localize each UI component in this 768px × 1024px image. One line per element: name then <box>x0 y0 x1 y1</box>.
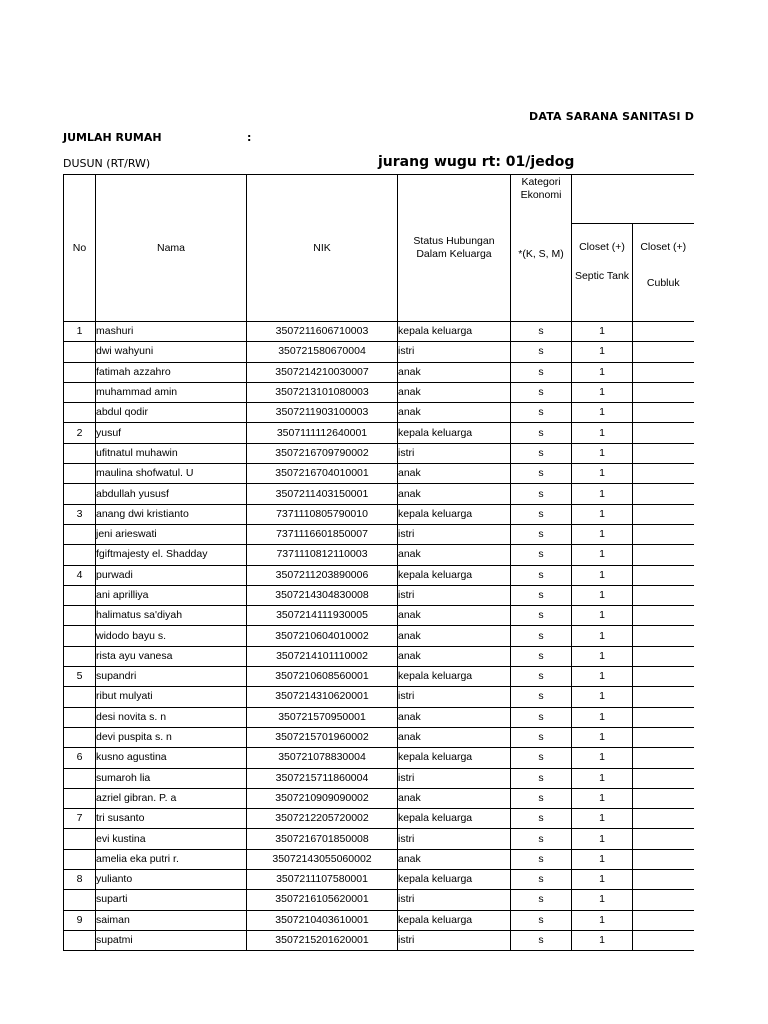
table-row <box>64 443 694 463</box>
header-status: Status Hubungan Dalam Keluarga <box>398 175 511 322</box>
row-kategori: s <box>511 910 572 930</box>
row-no <box>64 727 96 747</box>
row-no: 2 <box>64 423 96 443</box>
header-no: No <box>64 175 96 322</box>
row-closet-septic: 1 <box>572 585 633 605</box>
table-row <box>64 403 694 423</box>
row-nik: 3507111112640001 <box>247 423 398 443</box>
row-nik: 3507211903100003 <box>247 403 398 423</box>
row-nik: 7371110805790010 <box>247 504 398 524</box>
row-status: istri <box>398 342 511 362</box>
row-kategori: s <box>511 768 572 788</box>
row-nama: ani aprilliya <box>96 585 247 605</box>
row-closet-septic: 1 <box>572 829 633 849</box>
table-row <box>64 362 694 382</box>
row-kategori: s <box>511 809 572 829</box>
row-status: anak <box>398 403 511 423</box>
header-kategori <box>511 175 572 322</box>
row-nik: 3507210403610001 <box>247 910 398 930</box>
row-nama: fatimah azzahro <box>96 362 247 382</box>
row-nik: 7371110812110003 <box>247 545 398 565</box>
row-nik: 3507215201620001 <box>247 930 398 950</box>
row-no <box>64 484 96 504</box>
row-closet-septic: 1 <box>572 464 633 484</box>
row-status: anak <box>398 707 511 727</box>
header-kategori-label: Kategori Ekonomi <box>520 176 562 201</box>
row-nik: 7371116601850007 <box>247 524 398 544</box>
table-row <box>64 524 694 544</box>
row-status: istri <box>398 687 511 707</box>
row-closet-septic: 1 <box>572 788 633 808</box>
row-kategori: s <box>511 362 572 382</box>
row-status: istri <box>398 443 511 463</box>
header-kategori-sub: *(K, S, M) <box>518 248 564 260</box>
row-nik: 3507210604010002 <box>247 626 398 646</box>
row-status: anak <box>398 788 511 808</box>
row-nama: yusuf <box>96 423 247 443</box>
row-closet-cubluk <box>633 727 694 747</box>
row-kategori: s <box>511 464 572 484</box>
row-nama: azriel gibran. P. a <box>96 788 247 808</box>
row-closet-cubluk <box>633 423 694 443</box>
row-closet-septic: 1 <box>572 484 633 504</box>
row-nama: widodo bayu s. <box>96 626 247 646</box>
row-status: kepala keluarga <box>398 322 511 342</box>
row-nama: purwadi <box>96 565 247 585</box>
row-closet-cubluk <box>633 565 694 585</box>
row-closet-septic: 1 <box>572 626 633 646</box>
row-no <box>64 646 96 666</box>
document-title: DATA SARANA SANITASI D <box>529 110 695 123</box>
row-closet-cubluk <box>633 849 694 869</box>
row-closet-septic: 1 <box>572 606 633 626</box>
row-kategori: s <box>511 342 572 362</box>
row-status: kepala keluarga <box>398 870 511 890</box>
row-nik: 350721570950001 <box>247 707 398 727</box>
table-row <box>64 748 694 768</box>
row-kategori: s <box>511 403 572 423</box>
row-closet-septic: 1 <box>572 910 633 930</box>
row-closet-septic: 1 <box>572 382 633 402</box>
row-no: 9 <box>64 910 96 930</box>
row-closet-septic: 1 <box>572 322 633 342</box>
row-no <box>64 585 96 605</box>
row-nama: ribut mulyati <box>96 687 247 707</box>
row-closet-septic: 1 <box>572 727 633 747</box>
row-status: istri <box>398 768 511 788</box>
row-nik: 350721580670004 <box>247 342 398 362</box>
row-nama: maulina shofwatul. U <box>96 464 247 484</box>
table-row <box>64 707 694 727</box>
header-closet-cubluk <box>633 224 694 322</box>
row-closet-cubluk <box>633 403 694 423</box>
row-no <box>64 626 96 646</box>
row-closet-septic: 1 <box>572 768 633 788</box>
row-closet-septic: 1 <box>572 870 633 890</box>
row-closet-septic: 1 <box>572 443 633 463</box>
row-no: 3 <box>64 504 96 524</box>
row-nama: evi kustina <box>96 829 247 849</box>
row-no <box>64 464 96 484</box>
row-closet-cubluk <box>633 606 694 626</box>
row-closet-septic: 1 <box>572 362 633 382</box>
row-nama: devi puspita s. n <box>96 727 247 747</box>
row-nik: 3507214111930005 <box>247 606 398 626</box>
row-nik: 3507216709790002 <box>247 443 398 463</box>
row-closet-cubluk <box>633 667 694 687</box>
row-closet-septic: 1 <box>572 342 633 362</box>
row-kategori: s <box>511 930 572 950</box>
row-status: kepala keluarga <box>398 748 511 768</box>
row-no: 4 <box>64 565 96 585</box>
jumlah-rumah-colon: : <box>247 131 252 144</box>
row-nik: 3507213101080003 <box>247 382 398 402</box>
row-closet-cubluk <box>633 748 694 768</box>
table-row <box>64 768 694 788</box>
row-nik: 3507214101110002 <box>247 646 398 666</box>
row-kategori: s <box>511 829 572 849</box>
row-nik: 3507215711860004 <box>247 768 398 788</box>
row-closet-cubluk <box>633 322 694 342</box>
row-closet-septic: 1 <box>572 504 633 524</box>
row-kategori: s <box>511 484 572 504</box>
row-kategori: s <box>511 504 572 524</box>
header-closet-septic-label: Closet (+) <box>579 241 625 253</box>
row-closet-cubluk <box>633 382 694 402</box>
row-status: kepala keluarga <box>398 565 511 585</box>
row-nik: 3507211606710003 <box>247 322 398 342</box>
row-no: 7 <box>64 809 96 829</box>
row-no <box>64 362 96 382</box>
row-nik: 3507211203890006 <box>247 565 398 585</box>
table-row <box>64 930 694 950</box>
row-nik: 3507216701850008 <box>247 829 398 849</box>
table-row <box>64 829 694 849</box>
table-row <box>64 687 694 707</box>
row-kategori: s <box>511 667 572 687</box>
row-nik: 3507214310620001 <box>247 687 398 707</box>
row-status: anak <box>398 606 511 626</box>
row-nama: suparti <box>96 890 247 910</box>
row-nik: 3507214304830008 <box>247 585 398 605</box>
table-row <box>64 849 694 869</box>
row-closet-septic: 1 <box>572 646 633 666</box>
row-status: anak <box>398 727 511 747</box>
row-status: anak <box>398 849 511 869</box>
table-row <box>64 565 694 585</box>
row-closet-cubluk <box>633 768 694 788</box>
row-status: anak <box>398 626 511 646</box>
row-kategori: s <box>511 585 572 605</box>
row-nik: 3507212205720002 <box>247 809 398 829</box>
row-nama: supatmi <box>96 930 247 950</box>
table-row <box>64 667 694 687</box>
row-status: anak <box>398 362 511 382</box>
row-nama: jeni arieswati <box>96 524 247 544</box>
row-closet-cubluk <box>633 362 694 382</box>
row-no <box>64 545 96 565</box>
row-kategori: s <box>511 849 572 869</box>
row-closet-septic: 1 <box>572 545 633 565</box>
row-status: anak <box>398 382 511 402</box>
row-status: istri <box>398 930 511 950</box>
row-nama: abdullah yususf <box>96 484 247 504</box>
row-status: kepala keluarga <box>398 910 511 930</box>
row-no <box>64 403 96 423</box>
row-nama: kusno agustina <box>96 748 247 768</box>
row-closet-septic: 1 <box>572 565 633 585</box>
row-nama: sumaroh lia <box>96 768 247 788</box>
row-closet-cubluk <box>633 585 694 605</box>
header-closet-group <box>572 175 694 224</box>
table-row <box>64 423 694 443</box>
table-row <box>64 646 694 666</box>
row-status: kepala keluarga <box>398 504 511 524</box>
row-kategori: s <box>511 788 572 808</box>
row-closet-cubluk <box>633 707 694 727</box>
row-no: 1 <box>64 322 96 342</box>
row-closet-cubluk <box>633 788 694 808</box>
header-closet-cubluk-sub: Cubluk <box>646 277 680 289</box>
row-no <box>64 788 96 808</box>
row-no <box>64 930 96 950</box>
row-nik: 3507211403150001 <box>247 484 398 504</box>
row-closet-cubluk <box>633 890 694 910</box>
row-closet-septic: 1 <box>572 930 633 950</box>
table-row <box>64 585 694 605</box>
row-nama: rista ayu vanesa <box>96 646 247 666</box>
row-nama: amelia eka putri r. <box>96 849 247 869</box>
row-nama: dwi wahyuni <box>96 342 247 362</box>
row-kategori: s <box>511 545 572 565</box>
row-nama: halimatus sa'diyah <box>96 606 247 626</box>
row-nama: yulianto <box>96 870 247 890</box>
row-no <box>64 849 96 869</box>
row-closet-cubluk <box>633 504 694 524</box>
row-status: anak <box>398 646 511 666</box>
row-closet-septic: 1 <box>572 423 633 443</box>
row-status: istri <box>398 829 511 849</box>
row-nama: desi novita s. n <box>96 707 247 727</box>
row-status: anak <box>398 464 511 484</box>
row-no: 8 <box>64 870 96 890</box>
row-no <box>64 687 96 707</box>
header-closet-septic <box>572 224 633 322</box>
row-status: kepala keluarga <box>398 809 511 829</box>
row-nik: 3507211107580001 <box>247 870 398 890</box>
table-row <box>64 342 694 362</box>
sanitation-table <box>63 174 694 951</box>
row-closet-cubluk <box>633 443 694 463</box>
row-closet-cubluk <box>633 646 694 666</box>
jumlah-rumah-label: JUMLAH RUMAH <box>63 131 162 144</box>
row-status: anak <box>398 484 511 504</box>
table-row <box>64 464 694 484</box>
table-row <box>64 484 694 504</box>
row-closet-cubluk <box>633 870 694 890</box>
row-kategori: s <box>511 322 572 342</box>
table-row <box>64 606 694 626</box>
row-no <box>64 342 96 362</box>
row-status: kepala keluarga <box>398 423 511 443</box>
row-nik: 3507216105620001 <box>247 890 398 910</box>
row-kategori: s <box>511 565 572 585</box>
row-closet-cubluk <box>633 626 694 646</box>
row-kategori: s <box>511 748 572 768</box>
row-nama: muhammad amin <box>96 382 247 402</box>
header-nama: Nama <box>96 175 247 322</box>
row-no <box>64 768 96 788</box>
row-closet-septic: 1 <box>572 890 633 910</box>
row-kategori: s <box>511 727 572 747</box>
row-status: kepala keluarga <box>398 667 511 687</box>
row-nik: 3507215701960002 <box>247 727 398 747</box>
row-kategori: s <box>511 707 572 727</box>
row-closet-septic: 1 <box>572 809 633 829</box>
row-no: 6 <box>64 748 96 768</box>
table-row <box>64 727 694 747</box>
table-row <box>64 809 694 829</box>
row-closet-septic: 1 <box>572 667 633 687</box>
row-nik: 3507216704010001 <box>247 464 398 484</box>
header-closet-septic-sub: Septic Tank <box>574 270 630 282</box>
table-row <box>64 890 694 910</box>
dusun-value: jurang wugu rt: 01/jedog <box>378 154 575 170</box>
row-no <box>64 443 96 463</box>
row-closet-cubluk <box>633 829 694 849</box>
row-status: istri <box>398 890 511 910</box>
row-nama: anang dwi kristianto <box>96 504 247 524</box>
row-no <box>64 829 96 849</box>
header-closet-cubluk-label: Closet (+) <box>640 241 687 253</box>
row-kategori: s <box>511 423 572 443</box>
row-closet-septic: 1 <box>572 748 633 768</box>
table-row <box>64 322 694 342</box>
row-closet-septic: 1 <box>572 403 633 423</box>
table-row <box>64 910 694 930</box>
row-closet-cubluk <box>633 342 694 362</box>
row-kategori: s <box>511 606 572 626</box>
row-nama: saiman <box>96 910 247 930</box>
row-closet-septic: 1 <box>572 687 633 707</box>
row-kategori: s <box>511 890 572 910</box>
row-nama: mashuri <box>96 322 247 342</box>
table-row <box>64 870 694 890</box>
row-no <box>64 606 96 626</box>
table-row <box>64 788 694 808</box>
header-nik: NIK <box>247 175 398 322</box>
table-row <box>64 504 694 524</box>
row-no <box>64 524 96 544</box>
row-closet-septic: 1 <box>572 524 633 544</box>
row-nama: tri susanto <box>96 809 247 829</box>
row-no <box>64 890 96 910</box>
row-nama: abdul qodir <box>96 403 247 423</box>
row-no <box>64 382 96 402</box>
row-closet-cubluk <box>633 545 694 565</box>
row-kategori: s <box>511 382 572 402</box>
table-row <box>64 545 694 565</box>
table-row <box>64 382 694 402</box>
row-kategori: s <box>511 870 572 890</box>
row-kategori: s <box>511 626 572 646</box>
row-nik: 3507210608560001 <box>247 667 398 687</box>
row-kategori: s <box>511 646 572 666</box>
row-closet-septic: 1 <box>572 707 633 727</box>
row-closet-cubluk <box>633 464 694 484</box>
row-status: anak <box>398 545 511 565</box>
row-kategori: s <box>511 443 572 463</box>
row-closet-cubluk <box>633 910 694 930</box>
row-nik: 3507210909090002 <box>247 788 398 808</box>
dusun-label: DUSUN (RT/RW) <box>63 157 151 170</box>
row-kategori: s <box>511 524 572 544</box>
row-status: istri <box>398 585 511 605</box>
row-nik: 350721078830004 <box>247 748 398 768</box>
row-kategori: s <box>511 687 572 707</box>
row-nama: fgiftmajesty el. Shadday <box>96 545 247 565</box>
row-nik: 3507214210030007 <box>247 362 398 382</box>
row-no <box>64 707 96 727</box>
row-no: 5 <box>64 667 96 687</box>
row-closet-cubluk <box>633 687 694 707</box>
row-nik: 35072143055060002 <box>247 849 398 869</box>
row-nama: supandri <box>96 667 247 687</box>
row-nama: ufitnatul muhawin <box>96 443 247 463</box>
row-closet-cubluk <box>633 809 694 829</box>
row-closet-cubluk <box>633 524 694 544</box>
row-closet-cubluk <box>633 484 694 504</box>
row-status: istri <box>398 524 511 544</box>
row-closet-septic: 1 <box>572 849 633 869</box>
row-closet-cubluk <box>633 930 694 950</box>
table-row <box>64 626 694 646</box>
